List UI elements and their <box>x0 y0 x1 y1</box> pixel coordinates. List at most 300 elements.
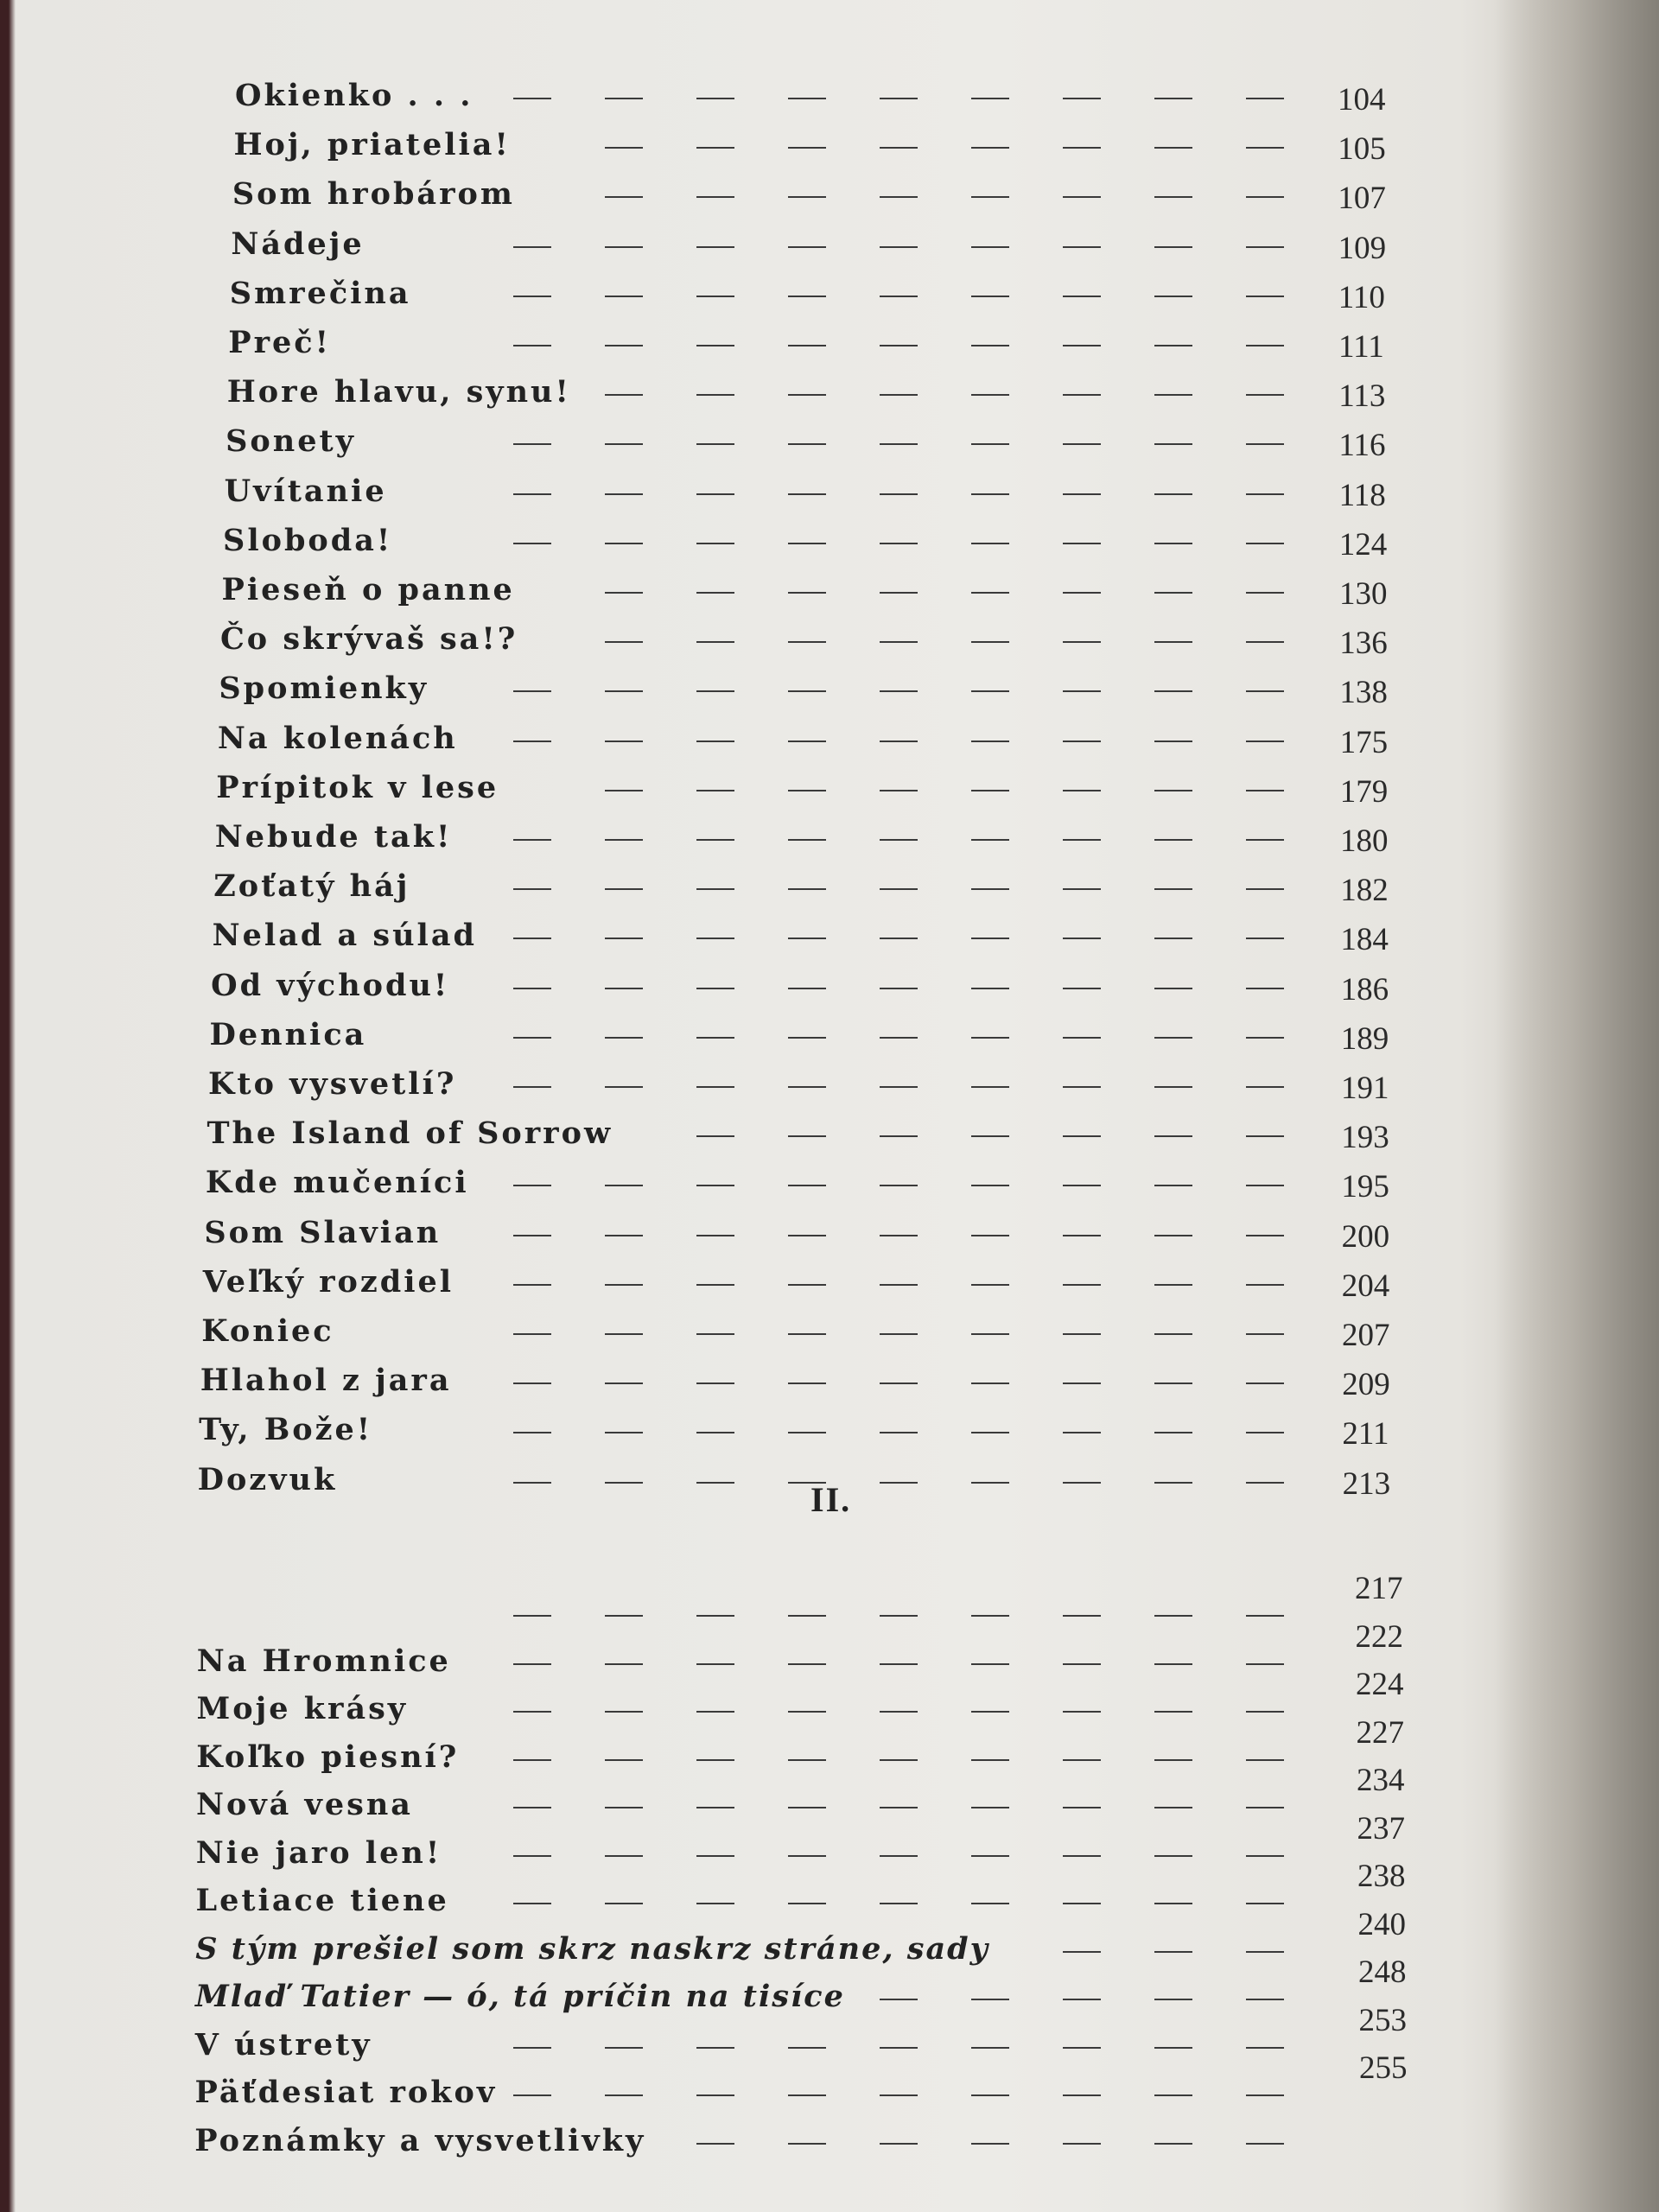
leader-dash <box>513 543 551 544</box>
leader-dash <box>605 246 643 248</box>
leader-dash <box>971 2047 1009 2049</box>
leader-dash <box>696 196 734 198</box>
toc-entry <box>0 2050 1555 2114</box>
leader-dash <box>880 938 918 939</box>
leader-dash <box>605 641 643 643</box>
toc-entry <box>0 1714 1555 1779</box>
leader-dash <box>605 1482 643 1484</box>
leader-dash <box>971 1235 1009 1236</box>
leader-dash <box>1246 543 1284 544</box>
leader-dash <box>788 1135 826 1137</box>
leader-dash <box>1154 1382 1192 1384</box>
leader-dash <box>696 98 734 99</box>
leader-dash <box>1246 888 1284 890</box>
leader-dash <box>1154 690 1192 692</box>
leader-dash <box>1246 1855 1284 1857</box>
toc-entry <box>0 470 1555 513</box>
leader-dash <box>788 938 826 939</box>
leader-dash <box>1246 1185 1284 1186</box>
leader-dash <box>1154 1135 1192 1137</box>
leader-dash <box>880 1135 918 1137</box>
leader-dash <box>1246 98 1284 99</box>
leader-dash <box>788 1615 826 1617</box>
leader-dash <box>1154 98 1192 99</box>
leader-dash <box>788 2094 826 2096</box>
leader-dash <box>788 2143 826 2145</box>
leader-dash <box>788 1037 826 1039</box>
toc-entry-title: Sonety <box>226 423 356 460</box>
leader-dash <box>605 988 643 989</box>
leader-dash <box>880 1333 918 1335</box>
leader-dash <box>1063 641 1101 643</box>
toc-entry <box>0 1763 1555 1827</box>
toc-entry-page-number: 253 <box>1358 2002 1407 2038</box>
leader-dash <box>605 592 643 594</box>
leader-dash <box>1154 1759 1192 1761</box>
leader-dash <box>1063 443 1101 445</box>
leader-dash <box>1063 2094 1101 2096</box>
toc-entry <box>0 1014 1555 1057</box>
section-heading: II. <box>810 1480 852 1519</box>
leader-dash <box>1063 543 1101 544</box>
toc-entry-page-number: 213 <box>1342 1465 1391 1502</box>
leader-dash <box>880 1615 918 1617</box>
toc-entry-title: Nie jaro len! <box>195 1834 442 1871</box>
leader-dash <box>513 493 551 495</box>
leader-dash <box>971 2143 1009 2145</box>
leader-dash <box>1154 147 1192 149</box>
leader-dash <box>788 641 826 643</box>
leader-dash <box>696 1235 734 1236</box>
leader-dash <box>971 839 1009 841</box>
leader-dash <box>1063 493 1101 495</box>
leader-dash <box>880 1284 918 1286</box>
toc-entry-title: Nelad a súlad <box>212 918 477 954</box>
leader-dash <box>880 543 918 544</box>
leader-dash <box>788 1807 826 1808</box>
toc-entry <box>0 865 1555 908</box>
leader-dash <box>971 1663 1009 1665</box>
leader-dash <box>1246 2047 1284 2049</box>
toc-entry-title: Na Hromnice <box>196 1643 451 1679</box>
toc-entry <box>0 1859 1555 1923</box>
toc-entry-page-number: 104 <box>1338 82 1386 118</box>
toc-entry-page-number: 207 <box>1342 1318 1390 1353</box>
leader-dash <box>513 888 551 890</box>
toc-entry-page-number: 227 <box>1356 1714 1404 1751</box>
leader-dash <box>1246 1037 1284 1039</box>
toc-entry-title: Dennica <box>209 1016 367 1052</box>
leader-dash <box>696 1615 734 1617</box>
leader-dash <box>1246 641 1284 643</box>
leader-dash <box>605 2094 643 2096</box>
leader-dash <box>1154 1235 1192 1236</box>
toc-entry-page-number: 113 <box>1338 378 1386 415</box>
toc-entry <box>0 1810 1555 1875</box>
leader-dash <box>1063 1999 1101 2000</box>
leader-dash <box>605 2047 643 2049</box>
leader-dash <box>1154 1903 1192 1904</box>
leader-dash <box>971 147 1009 149</box>
leader-dash <box>1063 98 1101 99</box>
toc-entry-title: Prípitok v lese <box>216 769 499 805</box>
leader-dash <box>880 1807 918 1808</box>
leader-dash <box>513 1903 551 1904</box>
leader-dash <box>788 394 826 396</box>
leader-dash <box>880 1382 918 1384</box>
leader-dash <box>880 1759 918 1761</box>
leader-dash <box>696 1855 734 1857</box>
leader-dash <box>696 1135 734 1137</box>
toc-entry <box>0 914 1555 957</box>
leader-dash <box>788 443 826 445</box>
leader-dash <box>880 147 918 149</box>
leader-dash <box>1246 1903 1284 1904</box>
leader-dash <box>788 1759 826 1761</box>
leader-dash <box>1154 394 1192 396</box>
toc-entry <box>0 569 1555 612</box>
leader-dash <box>971 1711 1009 1713</box>
leader-dash <box>696 1185 734 1186</box>
page-edge-shadow <box>1495 0 1659 2212</box>
leader-dash <box>788 1235 826 1236</box>
toc-entry-page-number: 179 <box>1339 773 1389 810</box>
leader-dash <box>788 543 826 544</box>
toc-entry-page-number: 118 <box>1338 477 1386 513</box>
leader-dash <box>1063 1903 1101 1904</box>
leader-dash <box>1246 592 1284 594</box>
leader-dash <box>1154 2047 1192 2049</box>
leader-dash <box>1154 1807 1192 1808</box>
leader-dash <box>696 1382 734 1384</box>
leader-dash <box>513 988 551 989</box>
leader-dash <box>605 296 643 297</box>
leader-dash <box>1154 246 1192 248</box>
toc-entry-title: Letiace tiene <box>195 1883 449 1918</box>
leader-dash <box>788 196 826 198</box>
toc-entry-page-number: 111 <box>1338 329 1384 365</box>
leader-dash <box>880 443 918 445</box>
toc-entry-title: Nová vesna <box>196 1787 413 1822</box>
leader-dash <box>1246 1807 1284 1808</box>
leader-dash <box>605 741 643 742</box>
leader-dash <box>605 98 643 99</box>
leader-dash <box>1063 2143 1101 2145</box>
leader-dash <box>880 1999 918 2000</box>
leader-dash <box>1154 1855 1192 1857</box>
leader-dash <box>971 938 1009 939</box>
leader-dash <box>696 1482 734 1484</box>
toc-entry-title: Uvítanie <box>224 473 387 509</box>
leader-dash <box>1246 790 1284 791</box>
leader-dash <box>1246 443 1284 445</box>
toc-entry <box>0 1261 1555 1304</box>
leader-dash <box>880 296 918 297</box>
leader-dash <box>971 1482 1009 1484</box>
leader-dash <box>1154 196 1192 198</box>
leader-dash <box>1154 839 1192 841</box>
leader-dash <box>788 741 826 742</box>
leader-dash <box>1246 147 1284 149</box>
leader-dash <box>696 1903 734 1904</box>
leader-dash <box>880 741 918 742</box>
leader-dash <box>513 1482 551 1484</box>
toc-entry-title: Na kolenách <box>217 720 458 756</box>
leader-dash <box>1154 1711 1192 1713</box>
leader-dash <box>880 1037 918 1039</box>
leader-dash <box>605 345 643 346</box>
toc-entry <box>0 1359 1555 1402</box>
toc-entry <box>0 1571 1555 1635</box>
toc-entry-page-number: 238 <box>1357 1859 1406 1894</box>
leader-dash <box>1154 938 1192 939</box>
toc-entry-title: Preč! <box>228 325 331 360</box>
leader-dash <box>513 1382 551 1384</box>
leader-dash <box>788 1432 826 1433</box>
leader-dash <box>880 2047 918 2049</box>
toc-entry <box>0 223 1555 266</box>
leader-dash <box>1063 147 1101 149</box>
leader-dash <box>1246 1663 1284 1665</box>
leader-dash <box>1063 1807 1101 1808</box>
leader-dash <box>880 1903 918 1904</box>
leader-dash <box>971 1382 1009 1384</box>
leader-dash <box>1063 296 1101 297</box>
leader-dash <box>1154 345 1192 346</box>
leader-dash <box>788 690 826 692</box>
leader-dash <box>605 443 643 445</box>
leader-dash <box>1246 246 1284 248</box>
leader-dash <box>880 839 918 841</box>
toc-entry <box>0 173 1555 216</box>
leader-dash <box>513 741 551 742</box>
leader-dash <box>788 1711 826 1713</box>
toc-entry-title: Nádeje <box>231 226 365 262</box>
leader-dash <box>1063 1951 1101 1953</box>
toc-entry-page-number: 180 <box>1340 823 1389 859</box>
toc-entry <box>0 1618 1555 1683</box>
leader-dash <box>971 1615 1009 1617</box>
leader-dash <box>513 1185 551 1186</box>
leader-dash <box>696 543 734 544</box>
leader-dash <box>880 246 918 248</box>
leader-dash <box>1154 1086 1192 1088</box>
leader-dash <box>696 246 734 248</box>
leader-dash <box>605 1333 643 1335</box>
toc-entry-page-number: 130 <box>1339 576 1388 612</box>
toc-entry-page-number: 136 <box>1339 626 1388 662</box>
leader-dash <box>1154 988 1192 989</box>
toc-entry <box>0 74 1555 118</box>
toc-entry <box>0 766 1555 810</box>
leader-dash <box>1246 741 1284 742</box>
toc-entry <box>0 124 1555 167</box>
leader-dash <box>513 938 551 939</box>
leader-dash <box>788 1382 826 1384</box>
leader-dash <box>696 1432 734 1433</box>
leader-dash <box>880 394 918 396</box>
leader-dash <box>1154 296 1192 297</box>
leader-dash <box>696 345 734 346</box>
toc-entry <box>0 1955 1555 2018</box>
leader-dash <box>1063 839 1101 841</box>
leader-dash <box>1154 543 1192 544</box>
toc-entry-page-number: 237 <box>1357 1810 1405 1847</box>
toc-entry-title: Nebude tak! <box>214 819 453 855</box>
toc-entry-title: Som hrobárom <box>232 176 515 213</box>
leader-dash <box>605 1807 643 1808</box>
leader-dash <box>971 443 1009 445</box>
leader-dash <box>1063 1135 1101 1137</box>
toc-entry-page-number: 193 <box>1341 1120 1389 1156</box>
leader-dash <box>971 1807 1009 1808</box>
leader-dash <box>788 888 826 890</box>
leader-dash <box>696 1759 734 1761</box>
toc-entry <box>0 2120 1555 2163</box>
toc-entry-page-number: 240 <box>1357 1906 1406 1942</box>
toc-entry <box>0 1112 1555 1155</box>
leader-dash <box>1063 741 1101 742</box>
leader-dash <box>1154 1663 1192 1665</box>
leader-dash <box>788 1284 826 1286</box>
leader-dash <box>971 592 1009 594</box>
leader-dash <box>1154 1432 1192 1433</box>
leader-dash <box>1063 690 1101 692</box>
toc-entry <box>0 1063 1555 1106</box>
leader-dash <box>880 345 918 346</box>
leader-dash <box>1154 741 1192 742</box>
toc-entry-title: Zoťatý háj <box>213 868 410 905</box>
toc-entry-page-number: 191 <box>1341 1071 1389 1106</box>
toc-entry <box>0 1211 1555 1255</box>
leader-dash <box>1063 1185 1101 1186</box>
leader-dash <box>1246 938 1284 939</box>
leader-dash <box>971 988 1009 989</box>
leader-dash <box>696 296 734 297</box>
leader-dash <box>788 790 826 791</box>
leader-dash <box>1063 394 1101 396</box>
leader-dash <box>1154 592 1192 594</box>
leader-dash <box>1154 1333 1192 1335</box>
leader-dash <box>880 1482 918 1484</box>
leader-dash <box>513 345 551 346</box>
leader-dash <box>1063 938 1101 939</box>
leader-dash <box>1063 2047 1101 2049</box>
leader-dash <box>1246 2143 1284 2145</box>
toc-entry-title: Pieseň o panne <box>221 572 515 607</box>
leader-dash <box>788 147 826 149</box>
leader-dash <box>1154 493 1192 495</box>
leader-dash <box>880 1855 918 1857</box>
toc-entry <box>0 321 1555 365</box>
toc-entry <box>0 964 1555 1007</box>
toc-entry <box>0 1310 1555 1353</box>
leader-dash <box>880 1185 918 1186</box>
leader-dash <box>788 345 826 346</box>
toc-entry-page-number: 211 <box>1342 1416 1389 1452</box>
leader-dash <box>788 1855 826 1857</box>
leader-dash <box>971 690 1009 692</box>
leader-dash <box>880 1663 918 1665</box>
leader-dash <box>513 1663 551 1665</box>
toc-entry-title: Dozvuk <box>197 1461 338 1497</box>
toc-entry-title: Koniec <box>201 1313 334 1349</box>
leader-dash <box>1063 988 1101 989</box>
leader-dash <box>605 938 643 939</box>
leader-dash <box>971 246 1009 248</box>
leader-dash <box>1063 1432 1101 1433</box>
leader-dash <box>1246 2094 1284 2096</box>
leader-dash <box>605 1663 643 1665</box>
leader-dash <box>971 1284 1009 1286</box>
leader-dash <box>1246 296 1284 297</box>
toc-entry-title: Od východu! <box>211 967 450 1003</box>
leader-dash <box>1154 641 1192 643</box>
toc-entry-title: Moje krásy <box>196 1691 409 1726</box>
leader-dash <box>971 2094 1009 2096</box>
toc-entry-title: Hlahol z jara <box>200 1363 452 1399</box>
leader-dash <box>788 493 826 495</box>
leader-dash <box>971 1432 1009 1433</box>
toc-entry-title: Mlaď Tatier — ó, tá príčin na tisíce <box>195 1979 845 2014</box>
leader-dash <box>1063 1284 1101 1286</box>
leader-dash <box>1063 1382 1101 1384</box>
leader-dash <box>1063 1711 1101 1713</box>
leader-dash <box>971 790 1009 791</box>
leader-dash <box>971 888 1009 890</box>
leader-dash <box>1246 1382 1284 1384</box>
toc-entry-page-number: 189 <box>1340 1020 1389 1057</box>
leader-dash <box>605 493 643 495</box>
toc-entry-title: V ústrety <box>194 2026 372 2063</box>
toc-entry <box>0 371 1555 414</box>
leader-dash <box>1063 246 1101 248</box>
leader-dash <box>1154 1999 1192 2000</box>
leader-dash <box>1154 790 1192 791</box>
leader-dash <box>696 1711 734 1713</box>
leader-dash <box>513 1615 551 1617</box>
leader-dash <box>696 741 734 742</box>
leader-dash <box>696 443 734 445</box>
toc-entry-page-number: 255 <box>1359 2050 1408 2086</box>
leader-dash <box>605 1235 643 1236</box>
leader-dash <box>605 1284 643 1286</box>
toc-entry-title: Sloboda! <box>223 522 393 558</box>
leader-dash <box>513 1432 551 1433</box>
leader-dash <box>1246 839 1284 841</box>
leader-dash <box>696 493 734 495</box>
leader-dash <box>1246 196 1284 198</box>
toc-entry <box>0 667 1555 710</box>
leader-dash <box>1246 1999 1284 2000</box>
leader-dash <box>696 2143 734 2145</box>
leader-dash <box>880 1235 918 1236</box>
leader-dash <box>696 938 734 939</box>
leader-dash <box>971 296 1009 297</box>
toc-entry-page-number: 105 <box>1338 131 1386 168</box>
toc-entry-title: Smrečina <box>229 275 411 311</box>
leader-dash <box>971 641 1009 643</box>
leader-dash <box>513 1284 551 1286</box>
leader-dash <box>1246 394 1284 396</box>
leader-dash <box>1246 1951 1284 1953</box>
toc-entry-page-number: 195 <box>1341 1169 1389 1205</box>
leader-dash <box>971 493 1009 495</box>
leader-dash <box>513 2047 551 2049</box>
leader-dash <box>513 1235 551 1236</box>
toc-entry-title: Spomienky <box>219 671 429 707</box>
leader-dash <box>1154 1482 1192 1484</box>
